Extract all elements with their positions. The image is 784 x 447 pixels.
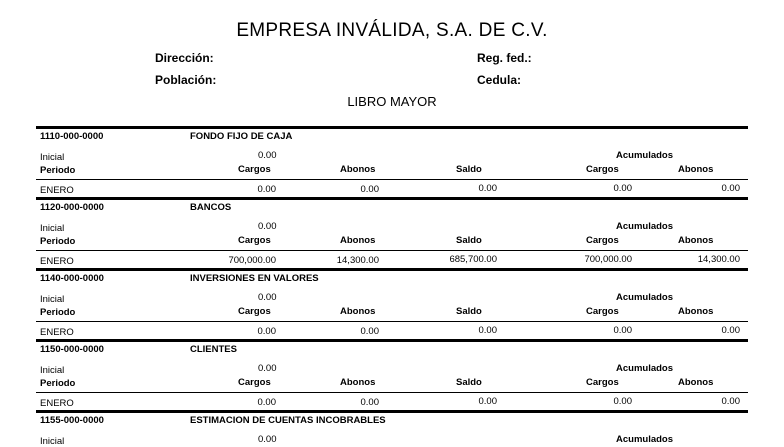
acumulados-label: Acumulados <box>616 221 674 232</box>
cargos-header: Cargos <box>238 306 271 317</box>
acumulados-label: Acumulados <box>616 292 674 303</box>
acum-cargos-value: 0.00 <box>613 396 632 407</box>
account-section <box>36 197 748 268</box>
section-top-rule <box>36 126 748 129</box>
account-name: BANCOS <box>190 202 232 213</box>
header-underline <box>36 392 748 393</box>
account-code: 1155-000-0000 <box>40 415 104 426</box>
account-section <box>36 268 748 339</box>
account-code: 1120-000-0000 <box>40 202 104 213</box>
acum-abonos-value: 0.00 <box>721 183 740 194</box>
inicial-value: 0.00 <box>258 363 277 374</box>
abonos-value: 0.00 <box>360 184 379 195</box>
account-name: CLIENTES <box>190 344 237 355</box>
direccion-label: Dirección: <box>155 51 214 65</box>
month-label: ENERO <box>40 185 74 196</box>
saldo-value: 0.00 <box>478 325 497 336</box>
abonos-value: 0.00 <box>360 397 379 408</box>
acumulados-label: Acumulados <box>616 363 674 374</box>
inicial-value: 0.00 <box>258 150 277 161</box>
cargos-value: 0.00 <box>257 326 276 337</box>
cargos-value: 700,000.00 <box>228 255 276 266</box>
acum-cargos-value: 0.00 <box>613 183 632 194</box>
abonos-header: Abonos <box>340 164 376 175</box>
poblacion-label: Población: <box>155 73 217 87</box>
account-name: FONDO FIJO DE CAJA <box>190 131 293 142</box>
cargos-value: 0.00 <box>257 397 276 408</box>
account-name: INVERSIONES EN VALORES <box>190 273 319 284</box>
acum-cargos-value: 0.00 <box>613 325 632 336</box>
month-label: ENERO <box>40 256 74 267</box>
cargos-header: Cargos <box>238 164 271 175</box>
saldo-header: Saldo <box>456 377 482 388</box>
saldo-header: Saldo <box>456 306 482 317</box>
acum-cargos-header: Cargos <box>586 377 619 388</box>
month-label: ENERO <box>40 327 74 338</box>
saldo-value: 0.00 <box>478 396 497 407</box>
month-label: ENERO <box>40 398 74 409</box>
section-top-rule <box>36 197 748 200</box>
inicial-label: Inicial <box>40 152 65 163</box>
saldo-value: 685,700.00 <box>449 254 497 265</box>
report-title: LIBRO MAYOR <box>347 94 437 109</box>
abonos-header: Abonos <box>340 235 376 246</box>
account-section <box>36 410 748 447</box>
inicial-value: 0.00 <box>258 434 277 445</box>
periodo-label: Periodo <box>40 165 76 176</box>
acum-cargos-header: Cargos <box>586 164 619 175</box>
abonos-value: 0.00 <box>360 326 379 337</box>
reg-fed-label: Reg. fed.: <box>477 51 532 65</box>
section-top-rule <box>36 410 748 413</box>
saldo-header: Saldo <box>456 164 482 175</box>
acum-abonos-value: 0.00 <box>721 325 740 336</box>
cargos-header: Cargos <box>238 377 271 388</box>
acum-cargos-header: Cargos <box>586 306 619 317</box>
inicial-value: 0.00 <box>258 221 277 232</box>
inicial-label: Inicial <box>40 365 65 376</box>
acum-cargos-header: Cargos <box>586 235 619 246</box>
section-top-rule <box>36 268 748 271</box>
inicial-value: 0.00 <box>258 292 277 303</box>
cargos-header: Cargos <box>238 235 271 246</box>
abonos-value: 14,300.00 <box>336 255 379 266</box>
periodo-label: Periodo <box>40 378 76 389</box>
abonos-header: Abonos <box>340 306 376 317</box>
account-code: 1150-000-0000 <box>40 344 104 355</box>
abonos-header: Abonos <box>340 377 376 388</box>
header-underline <box>36 179 748 180</box>
inicial-label: Inicial <box>40 294 65 305</box>
acum-abonos-value: 14,300.00 <box>697 254 740 265</box>
acum-abonos-header: Abonos <box>678 164 714 175</box>
account-section <box>36 126 748 197</box>
periodo-label: Periodo <box>40 307 76 318</box>
account-code: 1110-000-0000 <box>40 131 104 142</box>
acumulados-label: Acumulados <box>616 150 674 161</box>
acum-abonos-header: Abonos <box>678 306 714 317</box>
header-underline <box>36 321 748 322</box>
acumulados-label: Acumulados <box>616 434 674 445</box>
header-underline <box>36 250 748 251</box>
inicial-label: Inicial <box>40 223 65 234</box>
cedula-label: Cedula: <box>477 73 522 87</box>
inicial-label: Inicial <box>40 436 65 447</box>
acum-abonos-header: Abonos <box>678 235 714 246</box>
periodo-label: Periodo <box>40 236 76 247</box>
account-code: 1140-000-0000 <box>40 273 104 284</box>
saldo-value: 0.00 <box>478 183 497 194</box>
acum-cargos-value: 700,000.00 <box>584 254 632 265</box>
acum-abonos-value: 0.00 <box>721 396 740 407</box>
section-top-rule <box>36 339 748 342</box>
acum-abonos-header: Abonos <box>678 377 714 388</box>
saldo-header: Saldo <box>456 235 482 246</box>
account-name: ESTIMACION DE CUENTAS INCOBRABLES <box>190 415 386 426</box>
company-name: EMPRESA INVÁLIDA, S.A. DE C.V. <box>236 20 548 41</box>
account-section <box>36 339 748 410</box>
cargos-value: 0.00 <box>257 184 276 195</box>
